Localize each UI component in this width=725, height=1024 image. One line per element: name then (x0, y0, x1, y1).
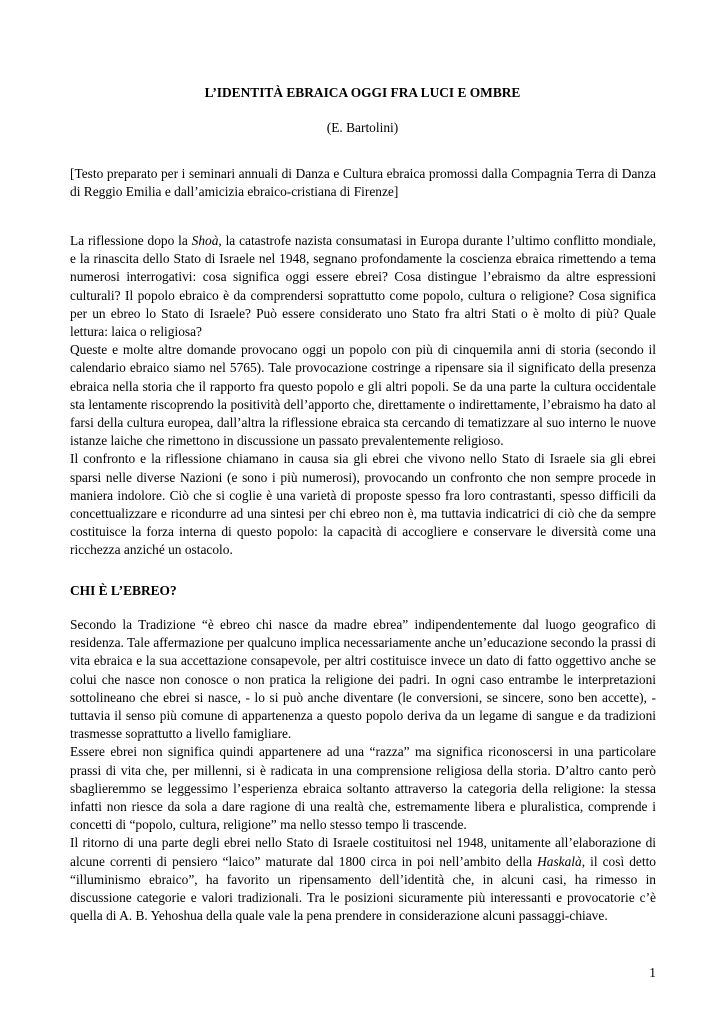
intro-paragraph-2: Queste e molte altre domande provocano oggi un popolo con più di cinquemila anni di storia (secondo il calendario ebraico siamo nel 5765). Tale provocazione costringe a ripensare sia il significato della presenza ebraica nella storia che il rapporto fra questo popolo e gli altri popoli. Se da una parte la cultura occidentale sta lentamente riscoprendo la positività dell’apporto che, direttamente o indirettamente, l’ebraismo ha dato al farsi della cultura europea, dall’altra la riflessione ebraica sta cercando di tematizzare al suo interno le nuove istanze laiche che rimettono in discussione un passato prevalentemente religioso. (70, 342, 656, 449)
document-title: L’IDENTITÀ EBRAICA OGGI FRA LUCI E OMBRE (204, 85, 521, 100)
document-author: (E. Bartolini) (326, 120, 399, 135)
section-paragraph-3 (70, 834, 656, 925)
intro-paragraph-1 (70, 232, 656, 341)
intro-p1-text-b: , la catastrofe nazista consumatasi in Europa durante l’ultimo conflitto mondiale, e la rinascita dello Stato di Israele nel 1948, segnano profondamente la coscienza ebraica rimettendo a tema numerosi interrogativi: cosa significa oggi essere ebrei? Cosa distingue l’ebraismo da altre espressioni culturali? Il popolo ebraico è da comprendersi soprattutto come popolo, cultura o religione? Cosa significa per un ebreo lo Stato di Israele? Può essere considerato uno Stato fra altri Stati o è molto di più? Quale lettura: laica o religiosa? (70, 233, 656, 340)
section-heading: CHI È L’EBREO? (70, 583, 177, 598)
preface-note-text: [Testo preparato per i seminari annuali di Danza e Cultura ebraica promossi dalla Compagnia Terra di Danza di Reggio Emilia e dall’amicizia ebraico-cristiana di Firenze] (70, 166, 656, 200)
section-body (70, 616, 656, 925)
preface-note (70, 165, 656, 201)
intro-paragraph-3: Il confronto e la riflessione chiamano in causa sia gli ebrei che vivono nello Stato di Israele sia gli ebrei sparsi nelle diverse Nazioni (e sono i più numerosi), provocando un confronto che non sempre procede in maniera indolore. Ciò che si coglie è una varietà di proposte spesso fra loro contrastanti, spesso difficili da concettualizzare e ricondurre ad una sintesi per chi ebreo non è, ma tuttavia indicatrici di ciò che da sempre costituisce la forza interna di questo popolo: la capacità di accogliere e conservare le diversità come una ricchezza anziché un ostacolo. (70, 451, 656, 558)
section-p3-emphasis: Haskalà (537, 853, 582, 869)
intro-section (70, 232, 656, 560)
section-paragraph-1: Secondo la Tradizione “è ebreo chi nasce da madre ebrea” indipendentemente dal luogo geografico di residenza. Tale affermazione per qualcuno implica necessariamente anche un’educazione secondo la prassi di vita ebraica e la sua accettazione consapevole, per altri costituisce invece un dato di fatto oggettivo anche se colui che nasce non conosce o non pratica la religione dei padri. In ogni caso entrambe le interpretazioni sottolineano che ebrei si nasce, - lo si può anche diventare (le conversioni, se sincere, sono ben accette), - tuttavia il senso più comune di appartenenza a questo popolo deriva da un legame di sangue e da tradizioni trasmesse soprattutto a livello famigliare. (70, 617, 656, 742)
section-paragraph-2: Essere ebrei non significa quindi appartenere ad una “razza” ma significa riconoscersi in una particolare prassi di vita che, per millenni, si è radicata in una comprensione religiosa della storia. D’altro canto però sbaglieremmo se leggessimo l’esperienza ebraica soltanto attraverso la categoria della religione: la stessa infatti non riesce da sola a dare ragione di una realtà che, estremamente libera e pluralistica, comprende i concetti di “popolo, cultura, religione” ma nello stesso tempo li trascende. (70, 744, 656, 833)
intro-p1-emphasis: Shoà (191, 233, 219, 248)
section-p3-text-a: Il ritorno di una parte degli ebrei nello Stato di Israele costituitosi nel 1948, unitamente all’elaborazione di alcune correnti di pensiero “laico” maturate dal 1800 circa in poi nell’ambito della (70, 835, 656, 869)
page-number: 1 (649, 965, 656, 980)
section-p3-text-b: , il così detto “illuminismo ebraico”, ha favorito un ripensamento dell’identità che, in alcuni casi, ha rimesso in discussione categorie e valori tradizionali. Tra le posizioni sicuramente più interessanti e provocatorie c’è quella di A. B. Yehoshua della quale vale la pena prendere in considerazione alcuni passaggi-chiave. (70, 853, 656, 924)
intro-p1-text-a: La riflessione dopo la (70, 233, 192, 248)
